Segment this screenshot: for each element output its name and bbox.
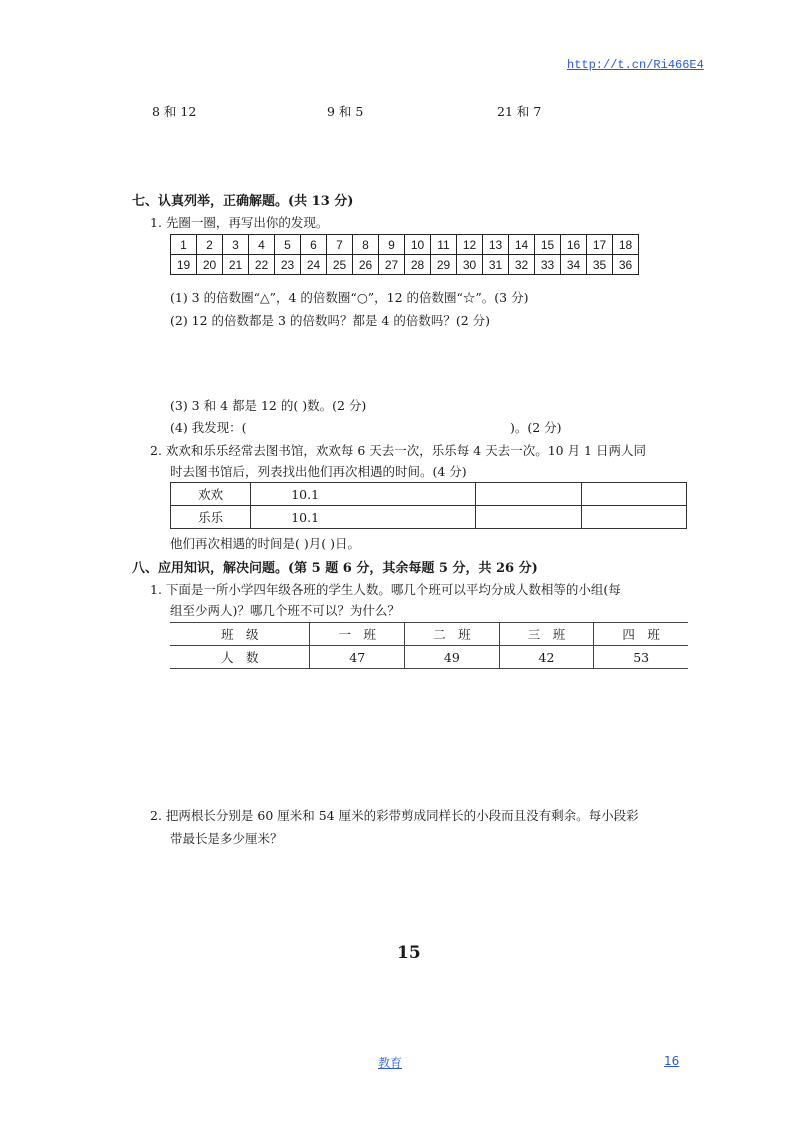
grid-cell[interactable]: 15 xyxy=(535,235,561,255)
class-value-cell: 53 xyxy=(594,646,688,669)
meeting-blank-cell[interactable] xyxy=(581,483,686,506)
s7-q2-line1: 2. 欢欢和乐乐经常去图书馆，欢欢每 6 天去一次，乐乐每 4 天去一次。10 月 1 日两人同 xyxy=(150,443,646,458)
s7-q1-sub3: (3) 3 和 4 都是 12 的( )数。(2 分) xyxy=(170,398,367,413)
pair-8-12: 8 和 12 xyxy=(152,104,197,119)
grid-cell[interactable]: 14 xyxy=(509,235,535,255)
grid-cell[interactable]: 5 xyxy=(275,235,301,255)
class-header-cell: 一 班 xyxy=(310,623,405,646)
grid-cell[interactable]: 29 xyxy=(431,255,457,275)
grid-cell[interactable]: 34 xyxy=(561,255,587,275)
grid-cell[interactable]: 33 xyxy=(535,255,561,275)
pair-9-5: 9 和 5 xyxy=(327,104,364,119)
grid-cell[interactable]: 23 xyxy=(275,255,301,275)
section-8-title: 八、应用知识，解决问题。(第 5 题 6 分，其余每题 5 分，共 26 分) xyxy=(132,561,538,576)
s7-q1-sub4-start: (4) 我发现：( xyxy=(170,420,247,435)
class-value-cell: 人 数 xyxy=(170,646,310,669)
grid-cell[interactable]: 1 xyxy=(171,235,197,255)
s7-q1-sub4-end: )。(2 分) xyxy=(510,420,562,435)
grid-cell[interactable]: 2 xyxy=(197,235,223,255)
page-number: 15 xyxy=(397,943,421,963)
s8-q1-line1: 1. 下面是一所小学四年级各班的学生人数。哪几个班可以平均分成人数相等的小组(每 xyxy=(150,582,621,597)
class-value-cell: 42 xyxy=(499,646,594,669)
grid-cell[interactable]: 26 xyxy=(353,255,379,275)
grid-cell[interactable]: 30 xyxy=(457,255,483,275)
grid-cell[interactable]: 31 xyxy=(483,255,509,275)
meeting-blank-cell[interactable] xyxy=(476,483,581,506)
grid-cell[interactable]: 18 xyxy=(613,235,639,255)
grid-cell[interactable]: 28 xyxy=(405,255,431,275)
s7-q1-prompt: 1. 先圈一圈，再写出你的发现。 xyxy=(150,215,329,230)
class-header-cell: 班 级 xyxy=(170,623,310,646)
grid-cell[interactable]: 11 xyxy=(431,235,457,255)
s7-q2-line2: 时去图书馆后，列表找出他们再次相遇的时间。(4 分) xyxy=(170,464,467,479)
table-row xyxy=(171,483,687,506)
s7-q2-answer: 他们再次相遇的时间是( )月( )日。 xyxy=(170,536,360,551)
grid-cell[interactable]: 4 xyxy=(249,235,275,255)
s7-q1-sub2: (2) 12 的倍数都是 3 的倍数吗？都是 4 的倍数吗？(2 分) xyxy=(170,313,491,328)
grid-cell[interactable]: 25 xyxy=(327,255,353,275)
pair-21-7: 21 和 7 xyxy=(497,104,542,119)
s8-q2-line2: 带最长是多少厘米？ xyxy=(170,831,283,846)
grid-cell[interactable]: 13 xyxy=(483,235,509,255)
meeting-blank-cell[interactable] xyxy=(581,506,686,529)
grid-cell[interactable]: 20 xyxy=(197,255,223,275)
number-grid-row-2 xyxy=(171,255,639,275)
header-url-link[interactable]: http://t.cn/Ri466E4 xyxy=(567,58,704,72)
class-header-cell: 三 班 xyxy=(499,623,594,646)
grid-cell[interactable]: 12 xyxy=(457,235,483,255)
grid-cell[interactable]: 3 xyxy=(223,235,249,255)
footer-left-link[interactable]: 教育 xyxy=(378,1056,403,1070)
class-value-cell: 47 xyxy=(310,646,405,669)
grid-cell[interactable]: 9 xyxy=(379,235,405,255)
grid-cell[interactable]: 8 xyxy=(353,235,379,255)
grid-cell[interactable]: 10 xyxy=(405,235,431,255)
class-header-cell: 四 班 xyxy=(594,623,688,646)
grid-cell[interactable]: 6 xyxy=(301,235,327,255)
footer-right-link[interactable]: 16 xyxy=(664,1054,680,1068)
grid-cell[interactable]: 36 xyxy=(613,255,639,275)
grid-cell[interactable]: 19 xyxy=(171,255,197,275)
meeting-name-lele: 乐乐 xyxy=(171,506,251,529)
class-size-table xyxy=(170,622,688,669)
s8-q1-line2: 组至少两人)？哪几个班不可以？为什么？ xyxy=(170,603,400,618)
meeting-name-huanhuan: 欢欢 xyxy=(171,483,251,506)
grid-cell[interactable]: 17 xyxy=(587,235,613,255)
s8-q2-line1: 2. 把两根长分别是 60 厘米和 54 厘米的彩带剪成同样长的小段而且没有剩余。每小段彩 xyxy=(150,808,639,823)
meeting-first-date: 10.1 xyxy=(251,506,476,529)
grid-cell[interactable]: 7 xyxy=(327,235,353,255)
grid-cell[interactable]: 27 xyxy=(379,255,405,275)
table-row xyxy=(171,506,687,529)
table-row xyxy=(170,646,688,669)
number-grid xyxy=(170,234,639,275)
meeting-blank-cell[interactable] xyxy=(476,506,581,529)
class-header-cell: 二 班 xyxy=(405,623,500,646)
section-7-title: 七、认真列举，正确解题。(共 13 分) xyxy=(132,194,354,209)
grid-cell[interactable]: 24 xyxy=(301,255,327,275)
meeting-first-date: 10.1 xyxy=(251,483,476,506)
grid-cell[interactable]: 32 xyxy=(509,255,535,275)
grid-cell[interactable]: 35 xyxy=(587,255,613,275)
class-value-cell: 49 xyxy=(405,646,500,669)
grid-cell[interactable]: 21 xyxy=(223,255,249,275)
table-row xyxy=(170,623,688,646)
meeting-table xyxy=(170,482,687,529)
number-grid-row-1 xyxy=(171,235,639,255)
grid-cell[interactable]: 22 xyxy=(249,255,275,275)
grid-cell[interactable]: 16 xyxy=(561,235,587,255)
s7-q1-sub1: (1) 3 的倍数圈“△”，4 的倍数圈“○”，12 的倍数圈“☆”。(3 分) xyxy=(170,290,529,305)
